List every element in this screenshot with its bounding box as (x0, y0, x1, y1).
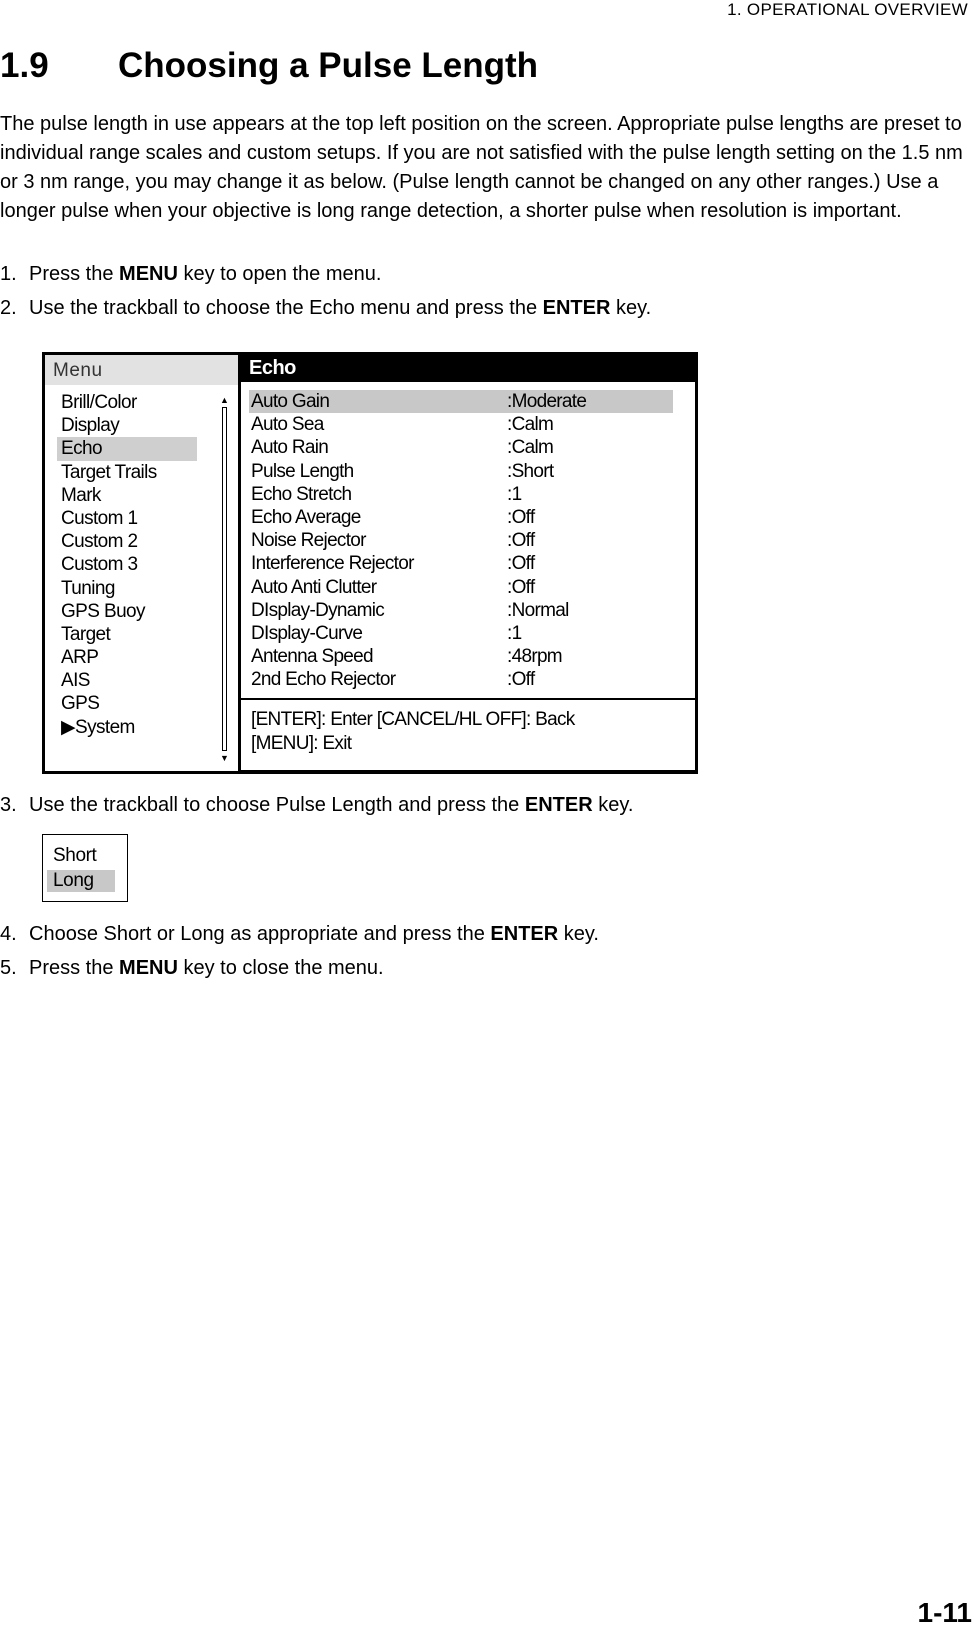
step-number: 4. (0, 923, 17, 945)
setting-value: :Moderate (507, 391, 587, 412)
step-number: 1. (0, 263, 17, 285)
step-key: ENTER (542, 297, 611, 319)
echo-menu-row[interactable] (249, 436, 673, 459)
setting-label: Auto Sea (251, 414, 324, 436)
step-number: 3. (0, 794, 17, 816)
step-key: ENTER (490, 923, 559, 945)
menu-scrollbar[interactable] (222, 407, 227, 751)
pulse-length-options (42, 834, 128, 902)
setting-value: :Calm (507, 414, 554, 436)
step-number: 2. (0, 297, 17, 319)
echo-menu-row[interactable] (249, 529, 673, 552)
setting-value: :48rpm (507, 646, 562, 668)
scroll-up-arrow-icon[interactable]: ▲ (220, 395, 229, 405)
echo-menu-row[interactable] (249, 483, 673, 506)
section-title-text: Choosing a Pulse Length (118, 46, 539, 85)
echo-menu-row[interactable] (249, 413, 673, 436)
menu-item[interactable]: Custom 1 (61, 507, 138, 529)
setting-value: :1 (507, 622, 522, 644)
echo-menu-row[interactable] (249, 622, 673, 645)
scroll-down-arrow-icon[interactable]: ▼ (220, 753, 229, 763)
echo-menu-title: Echo (241, 352, 695, 382)
step-text-end: key. (558, 923, 599, 945)
step-4 (0, 923, 599, 946)
setting-value: :Off (507, 669, 535, 691)
echo-menu-row[interactable] (249, 460, 673, 483)
setting-label: DIsplay-Curve (251, 622, 363, 644)
setting-label: Noise Rejector (251, 530, 366, 552)
step-key: ENTER (524, 794, 593, 816)
menu-item-list (57, 391, 197, 739)
echo-menu-row[interactable] (249, 645, 673, 668)
setting-label: Echo Stretch (251, 483, 352, 505)
step-text-end: key to close the menu. (177, 957, 384, 979)
step-text-end: key. (610, 297, 652, 319)
pulse-option-short[interactable]: Short (53, 845, 97, 866)
setting-label: Auto Anti Clutter (251, 576, 377, 598)
step-key: MENU (119, 957, 178, 979)
menu-title: Menu (45, 355, 238, 385)
step-text-end: key to open the menu. (177, 263, 382, 285)
echo-item-list (249, 390, 673, 691)
menu-item[interactable]: Custom 2 (61, 531, 138, 553)
setting-value: :Short (507, 460, 554, 482)
setting-value: :Off (507, 553, 535, 575)
setting-label: Echo Average (251, 506, 361, 528)
step-2 (0, 297, 651, 320)
step-text: Use the trackball to choose Pulse Length and press the (29, 794, 525, 816)
step-3 (0, 794, 633, 817)
echo-menu-row[interactable] (249, 668, 673, 691)
setting-value: :1 (507, 483, 522, 505)
step-text: Use the trackball to choose the Echo menu and press the (29, 297, 543, 319)
menu-item[interactable]: Mark (61, 484, 101, 506)
step-text: Choose Short or Long as appropriate and press the (29, 923, 491, 945)
menu-item[interactable]: GPS Buoy (61, 600, 145, 622)
setting-label: DIsplay-Dynamic (251, 599, 385, 621)
intro-paragraph: The pulse length in use appears at the top left position on the screen. Appropriate pulse lengths are preset to individual range scales and custom setups. If you are not satisfied with the pulse length setting on the 1.5 nm or 3 nm range, you may change it as below. (Pulse length cannot be changed on any other ranges.) Use a longer pulse when your objective is long range detection, a shorter pulse when resolution is important. (0, 113, 963, 222)
step-text: Press the (29, 957, 120, 979)
step-1 (0, 263, 381, 286)
pulse-option-long[interactable]: Long (47, 870, 115, 892)
step-5 (0, 957, 384, 980)
setting-label: Auto Gain (251, 391, 330, 412)
menu-item[interactable]: ▶System (61, 716, 135, 738)
menu-item[interactable]: Tuning (61, 577, 115, 599)
setting-value: :Calm (507, 437, 554, 459)
echo-menu-row[interactable] (249, 576, 673, 599)
menu-item[interactable]: GPS (61, 693, 100, 715)
setting-label: Auto Rain (251, 437, 329, 459)
setting-label: 2nd Echo Rejector (251, 669, 396, 691)
echo-menu-row[interactable] (249, 390, 673, 413)
key-guide-line-1: [ENTER]: Enter [CANCEL/HL OFF]: Back (251, 709, 575, 730)
echo-menu-row[interactable] (249, 599, 673, 622)
step-text-end: key. (592, 794, 634, 816)
menu-item[interactable]: AIS (61, 670, 90, 692)
section-title (0, 46, 538, 86)
divider (241, 770, 695, 771)
menu-item[interactable]: ARP (61, 647, 99, 669)
menu-item[interactable]: Target Trails (61, 461, 157, 483)
echo-menu-row[interactable] (249, 552, 673, 575)
menu-item[interactable]: Custom 3 (61, 554, 138, 576)
echo-menu-panel (238, 352, 698, 774)
step-text: Press the (29, 263, 120, 285)
setting-label: Antenna Speed (251, 646, 373, 668)
menu-item[interactable]: Brill/Color (61, 392, 137, 413)
step-key: MENU (119, 263, 178, 285)
setting-label: Interference Rejector (251, 553, 414, 575)
setting-value: :Off (507, 530, 535, 552)
menu-item[interactable]: Echo (57, 437, 197, 460)
running-head: 1. OPERATIONAL OVERVIEW (727, 0, 968, 19)
setting-value: :Off (507, 506, 535, 528)
menu-item[interactable]: Target (61, 623, 111, 645)
setting-value: :Off (507, 576, 535, 598)
echo-menu-row[interactable] (249, 506, 673, 529)
step-number: 5. (0, 957, 17, 979)
setting-label: Pulse Length (251, 460, 354, 482)
section-number: 1.9 (0, 46, 49, 85)
key-guide-line-2: [MENU]: Exit (251, 733, 352, 754)
menu-item[interactable]: Display (61, 415, 120, 437)
page-number: 1-11 (917, 1597, 972, 1628)
echo-key-guide (241, 698, 695, 756)
setting-value: :Normal (507, 599, 569, 621)
main-menu-panel (42, 352, 238, 774)
